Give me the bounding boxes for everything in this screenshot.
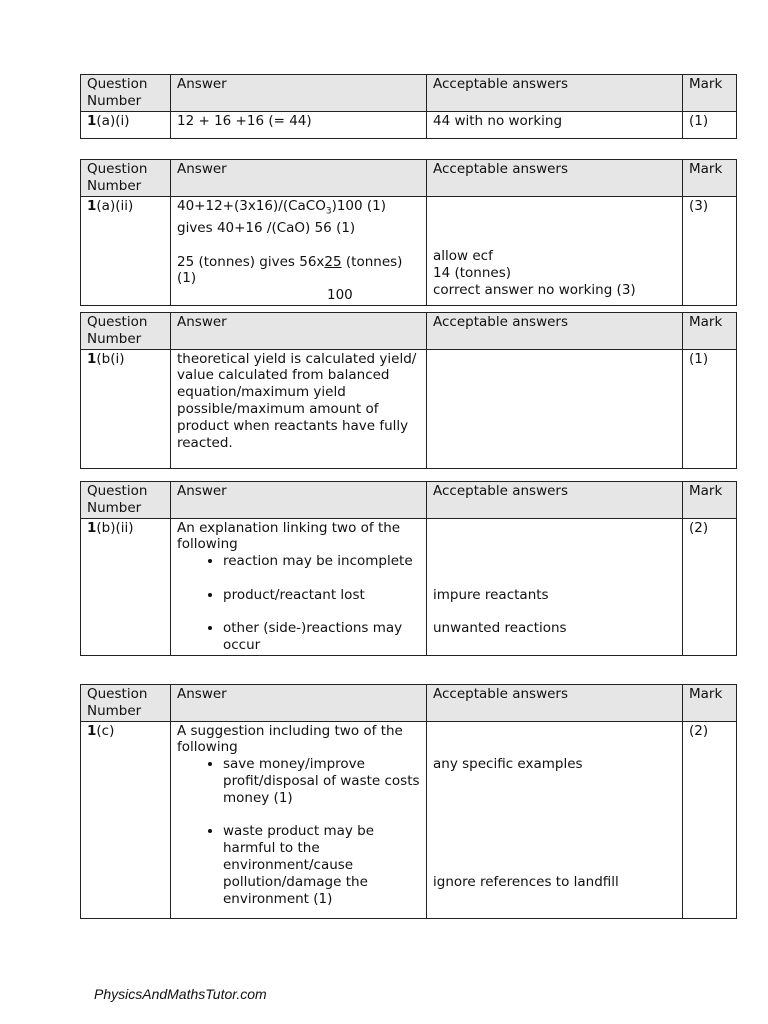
- header-question-number: Question Number: [81, 313, 171, 350]
- header-acceptable: Acceptable answers: [427, 313, 683, 350]
- list-item: • waste product may be harmful to the environment/cause pollution/damage the environment (1): [223, 823, 420, 907]
- header-answer: Answer: [171, 482, 427, 519]
- list-item: • save money/improve profit/disposal of waste costs money (1): [223, 756, 420, 806]
- markscheme-table-1a-i: [80, 74, 737, 139]
- answer-row: [81, 721, 737, 919]
- mark-cell: (2): [683, 518, 737, 655]
- header-row: [81, 685, 737, 722]
- acceptable-cell: 44 with no working: [427, 111, 683, 139]
- mark-cell: (3): [683, 196, 737, 305]
- point-list: [177, 756, 420, 907]
- footer-site-name: PhysicsAndMathsTutor.com: [94, 986, 267, 1002]
- markscheme-table-1b-ii: [80, 481, 737, 656]
- mark-cell: (1): [683, 349, 737, 468]
- answer-row: [81, 196, 737, 305]
- header-answer: Answer: [171, 160, 427, 197]
- answer-cell: 12 + 16 +16 (= 44): [171, 111, 427, 139]
- header-mark: Mark: [683, 685, 737, 722]
- header-acceptable: Acceptable answers: [427, 160, 683, 197]
- header-question-number: Question Number: [81, 685, 171, 722]
- answer-row: [81, 349, 737, 468]
- markscheme-table-1a-ii: [80, 159, 737, 306]
- header-acceptable: Acceptable answers: [427, 685, 683, 722]
- acceptable-cell: [427, 349, 683, 468]
- markscheme-table-1c: [80, 684, 737, 919]
- header-row: [81, 75, 737, 112]
- answer-row: [81, 111, 737, 139]
- list-item: • other (side-)reactions may occur: [223, 620, 420, 654]
- list-item: • product/reactant lost: [223, 587, 420, 604]
- header-answer: Answer: [171, 313, 427, 350]
- header-mark: Mark: [683, 482, 737, 519]
- header-row: [81, 482, 737, 519]
- header-question-number: Question Number: [81, 75, 171, 112]
- header-mark: Mark: [683, 75, 737, 112]
- header-row: [81, 160, 737, 197]
- header-answer: Answer: [171, 75, 427, 112]
- markscheme-table-1b-i: [80, 312, 737, 469]
- header-mark: Mark: [683, 160, 737, 197]
- point-list: [177, 553, 420, 654]
- header-acceptable: Acceptable answers: [427, 482, 683, 519]
- acceptable-cell: allow ecf 14 (tonnes) correct answer no working (3): [427, 196, 683, 305]
- header-question-number: Question Number: [81, 482, 171, 519]
- acceptable-cell: any specific examples ignore references to landfill: [427, 721, 683, 919]
- header-mark: Mark: [683, 313, 737, 350]
- header-row: [81, 313, 737, 350]
- header-question-number: Question Number: [81, 160, 171, 197]
- question-number: 1(b)(ii): [81, 518, 171, 655]
- answer-row: [81, 518, 737, 655]
- question-number: 1(a)(i): [81, 111, 171, 139]
- header-acceptable: Acceptable answers: [427, 75, 683, 112]
- answer-cell: An explanation linking two of the following • reaction may be incomplete • product/reactant lost • other (side-)reactions may occur: [171, 518, 427, 655]
- answer-cell: theoretical yield is calculated yield/ value calculated from balanced equation/maximum yield possible/maximum amount of product when reactants have fully reacted.: [171, 349, 427, 468]
- mark-cell: (2): [683, 721, 737, 919]
- answer-cell: 40+12+(3x16)/(CaCO$_3$)100 (1) gives 40+16 /(CaO) 56 (1) 25 (tonnes) gives 56x25 (tonnes) (1) 100: [171, 196, 427, 305]
- list-item: • reaction may be incomplete: [223, 553, 420, 570]
- acceptable-cell: impure reactants unwanted reactions: [427, 518, 683, 655]
- question-number: 1(b(i): [81, 349, 171, 468]
- header-answer: Answer: [171, 685, 427, 722]
- question-number: 1(a)(ii): [81, 196, 171, 305]
- answer-cell: A suggestion including two of the following • save money/improve profit/disposal of waste costs money (1) • waste product may be harmful to the environment/cause pollution/damage the environment (1): [171, 721, 427, 919]
- mark-cell: (1): [683, 111, 737, 139]
- question-number: 1(c): [81, 721, 171, 919]
